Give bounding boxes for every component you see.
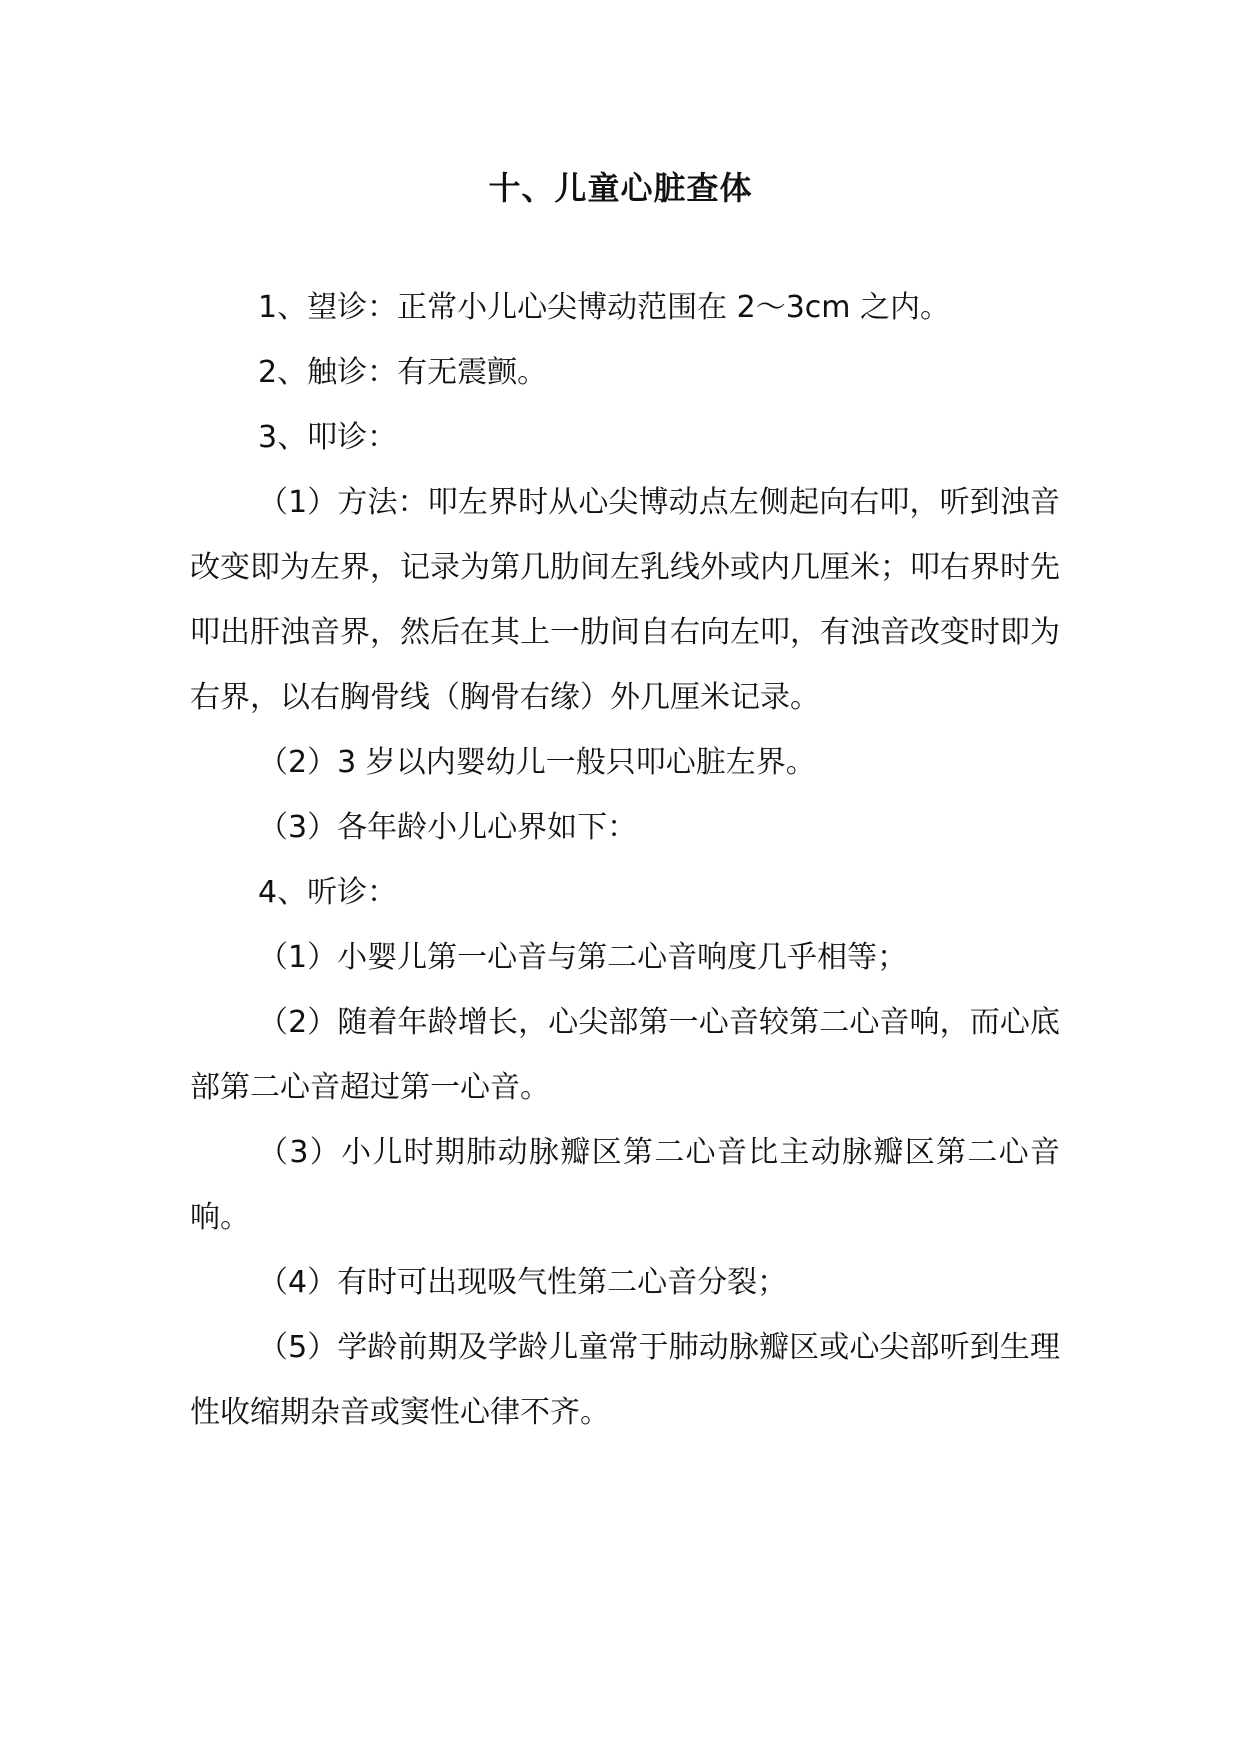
document-body	[190, 275, 1060, 1445]
paragraph-auscultation-heading: 4、听诊：	[258, 875, 398, 910]
paragraph-auscultation-1: （1）小婴儿第一心音与第二心音响度几乎相等；	[258, 940, 908, 975]
paragraph-auscultation-2: （2）随着年龄增长，心尖部第一心音较第二心音响，而心底部第二心音超过第一心音。	[190, 1005, 1060, 1105]
paragraph-auscultation-4: （4）有时可出现吸气性第二心音分裂；	[258, 1265, 788, 1300]
paragraph-auscultation-3: （3）小儿时期肺动脉瓣区第二心音比主动脉瓣区第二心音响。	[190, 1135, 1060, 1235]
paragraph-inspection: 1、望诊：正常小儿心尖博动范围在 2～3cm 之内。	[258, 290, 951, 325]
paragraph-percussion-infant: （2）3 岁以内婴幼儿一般只叩心脏左界。	[258, 745, 816, 780]
paragraph-percussion-age-borders: （3）各年龄小儿心界如下：	[258, 810, 638, 845]
paragraph-palpation: 2、触诊：有无震颤。	[258, 355, 548, 390]
paragraph-auscultation-5: （5）学龄前期及学龄儿童常于肺动脉瓣区或心尖部听到生理性收缩期杂音或窦性心律不齐。	[190, 1330, 1060, 1430]
document-title: 十、儿童心脏查体	[488, 169, 753, 207]
paragraph-percussion-heading: 3、叩诊：	[258, 420, 398, 455]
paragraph-percussion-method: （1）方法：叩左界时从心尖博动点左侧起向右叩，听到浊音改变即为左界，记录为第几肋间左乳线外或内几厘米；叩右界时先叩出肝浊音界，然后在其上一肋间自右向左叩，有浊音改变时即为右界，以右胸骨线（胸骨右缘）外几厘米记录。	[190, 485, 1060, 715]
